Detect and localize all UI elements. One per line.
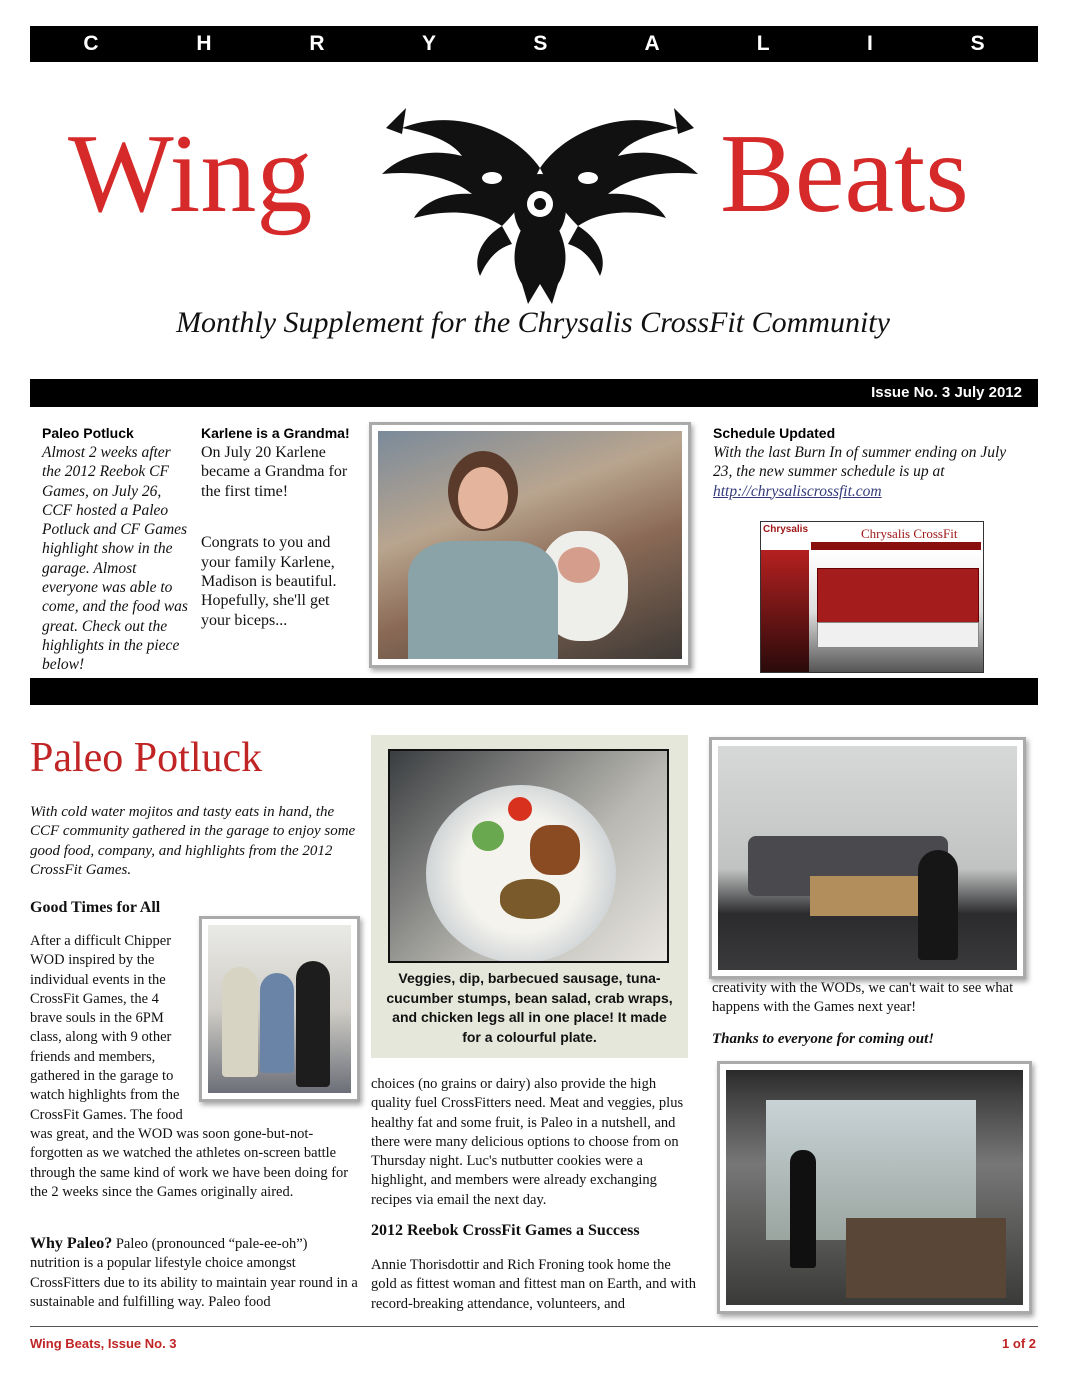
- text-line: watch highlights from the: [30, 1087, 180, 1104]
- schedule-text: With the last Burn In of summer ending on July 23, the new summer schedule is up at: [713, 444, 1007, 481]
- group-photo: [208, 925, 351, 1093]
- screenshot-table: [817, 568, 979, 624]
- title-left: Wing: [68, 112, 313, 236]
- section2-text: Annie Thorisdottir and Rich Froning took home the gold as fittest woman and fittest man on Earth, and with record-breaking attendance, volunteers, and: [371, 1257, 696, 1312]
- grandma-photo-frame: [369, 422, 691, 668]
- text-line: brave souls in the 6PM: [30, 1010, 164, 1027]
- screenshot-nav: [811, 542, 981, 550]
- section2-heading: 2012 Reebok CrossFit Games a Success: [371, 1222, 640, 1239]
- garage-door-photo: [726, 1070, 1023, 1305]
- why-text: Paleo (pronounced “pale-ee-oh”) nutrition is a popular lifestyle choice amongst CrossFitters due to its ability to maintain year round in a sustainable and fulfilling way. Paleo food: [30, 1236, 358, 1310]
- text-line: class, along with 9 other: [30, 1029, 172, 1046]
- footer-page-number: 1 of 2: [1002, 1336, 1036, 1351]
- photo-caption: Veggies, dip, barbecued sausage, tuna-cucumber stumps, bean salad, crab wraps, and chicken legs all in one place! It made for a colourful plate.: [386, 970, 673, 1045]
- text-line: CrossFit Games. The food: [30, 1106, 183, 1123]
- sidebar-text-2: Congrats to you and your family Karlene, Madison is beautiful. Hopefully, she'll get your biceps...: [201, 534, 337, 629]
- section1-heading: Good Times for All: [30, 899, 161, 916]
- subtitle: Monthly Supplement for the Chrysalis CrossFit Community: [176, 306, 890, 339]
- issue-bar: [30, 379, 1038, 407]
- screenshot-table-footer: [817, 622, 979, 648]
- group-photo-frame: [199, 916, 360, 1102]
- article-title: Paleo Potluck: [30, 735, 263, 781]
- text-line: CrossFit Games, the 4: [30, 990, 159, 1007]
- text-line: friends and members,: [30, 1048, 156, 1065]
- sidebar-paleo-potluck: [42, 425, 192, 675]
- garage-photo-frame: [709, 737, 1026, 979]
- section1-text: [30, 932, 200, 1125]
- text-line: gathered in the garage to: [30, 1068, 174, 1085]
- footer-line: [30, 1326, 1038, 1327]
- why-heading: Why Paleo?: [30, 1235, 113, 1252]
- issue-label: Issue No. 3 July 2012: [871, 384, 1022, 401]
- sidebar-text: On July 20 Karlene became a Grandma for the first time!: [201, 444, 348, 500]
- screenshot-logo: Chrysalis: [763, 524, 809, 535]
- col3-text: creativity with the WODs, we can't wait to see what happens with the Games next year!: [712, 980, 1014, 1016]
- garage-photo: [718, 746, 1017, 970]
- schedule-link[interactable]: http://chrysaliscrossfit.com: [713, 482, 882, 500]
- grandma-photo: [378, 431, 682, 659]
- screenshot-title: Chrysalis CrossFit: [861, 526, 958, 541]
- section1-text-rest: was great, and the WOD was soon gone-but-not-forgotten as we watched the athletes on-screen battle through the same kind of work we have been doing for the 2 weeks since the Games originally aired.: [30, 1126, 349, 1200]
- footer-left: Wing Beats, Issue No. 3: [30, 1336, 177, 1351]
- why-paleo: [30, 1234, 360, 1312]
- text-line: individual events in the: [30, 971, 166, 988]
- butterfly-logo-icon: [362, 108, 718, 304]
- text-line: WOD inspired by the: [30, 952, 155, 969]
- masthead-top-bar: [30, 26, 1038, 62]
- screenshot-sidebar: [761, 550, 809, 672]
- sidebar-text: [713, 443, 1028, 501]
- thanks-text: Thanks to everyone for coming out!: [712, 1031, 935, 1047]
- sidebar-heading: Karlene is a Grandma!: [201, 425, 350, 441]
- garage-door-photo-frame: [717, 1061, 1032, 1314]
- section-divider-bar: [30, 678, 1038, 705]
- sidebar-karlene: [201, 425, 356, 630]
- sidebar-text: Almost 2 weeks after the 2012 Reebok CF Games, on July 26, CCF hosted a Paleo Potluck and CF Games highlight show in the garage. Almost everyone was able to come, and the food was great. Check out the highlights in the piece below!: [42, 444, 188, 674]
- plate-photo: [388, 749, 669, 963]
- masthead-letters: C H R Y S A L I S: [83, 32, 1031, 55]
- article-intro: With cold water mojitos and tasty eats in hand, the CCF community gathered in the garage to enjoy some good food, company, and highlights from the 2012 CrossFit Games.: [30, 804, 356, 878]
- sidebar-schedule: [713, 425, 1028, 501]
- sidebar-heading: Schedule Updated: [713, 425, 836, 441]
- col2-text: choices (no grains or dairy) also provide the high quality fuel CrossFitters need. Meat and veggies, plus healthy fat and some fruit, is Paleo in a nutshell, and there were many delicious options to choose from on Thursday night. Luc's nutbutter cookies were a highlight, and members were already exchanging recipes via email the next day.: [371, 1076, 684, 1208]
- text-line: After a difficult Chipper: [30, 933, 172, 949]
- sidebar-heading: Paleo Potluck: [42, 425, 134, 441]
- title-right: Beats: [720, 112, 969, 236]
- website-screenshot: [760, 521, 984, 673]
